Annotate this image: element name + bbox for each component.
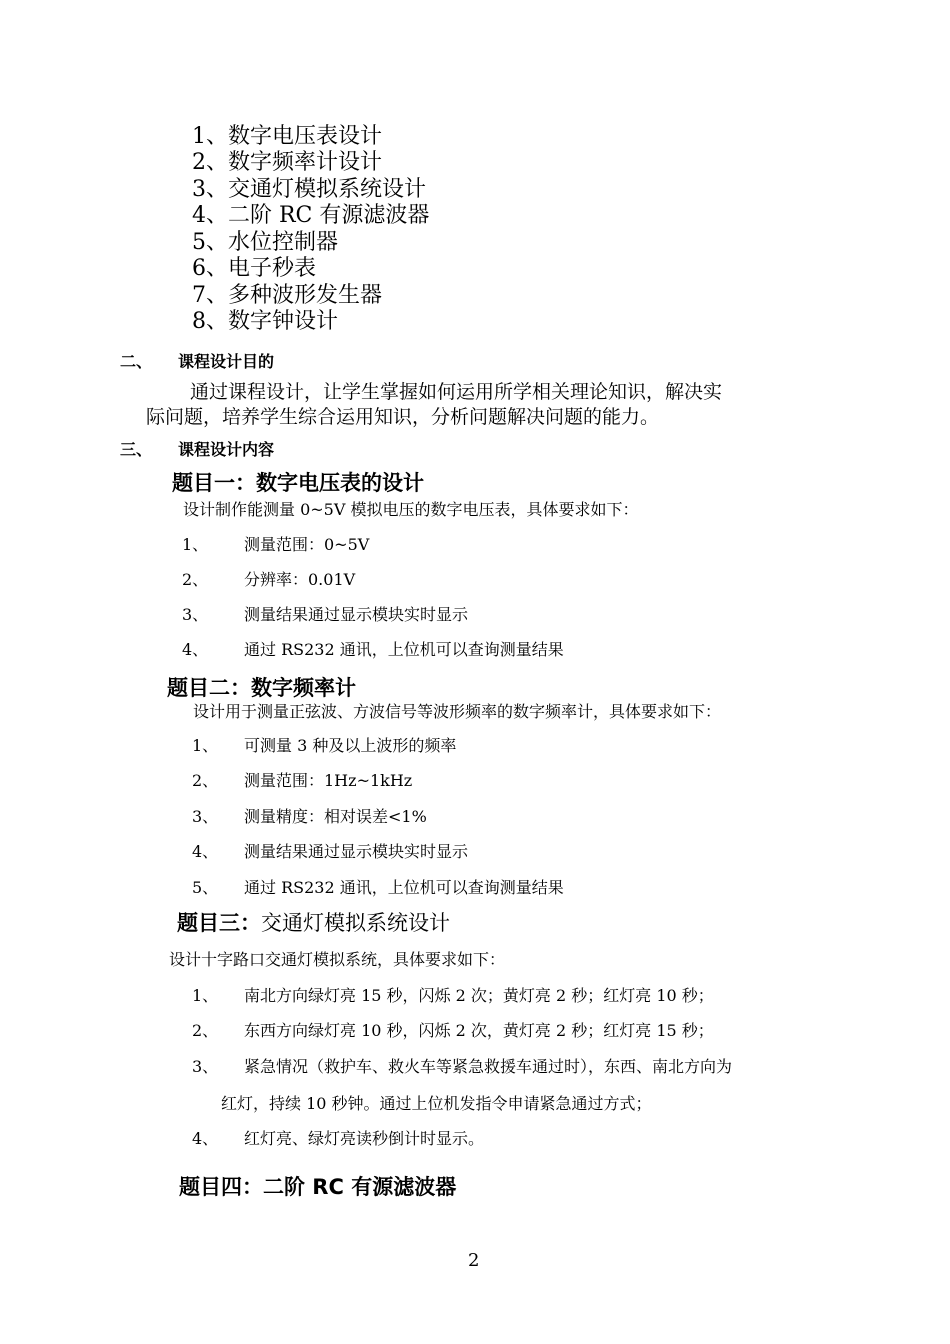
item-number: 1、 xyxy=(192,986,219,1005)
section-number: 三、 xyxy=(120,440,153,459)
item-number: 3、 xyxy=(192,807,219,826)
topic-title: 题目二：数字频率计 xyxy=(167,676,356,700)
item-number: 3、 xyxy=(192,1057,219,1076)
topic-intro: 设计十字路口交通灯模拟系统，具体要求如下： xyxy=(169,950,506,969)
toc-item: 3、交通灯模拟系统设计 xyxy=(192,177,426,202)
requirement-item: 紧急情况（救护车、救火车等紧急救援车通过时），东西、南北方向为 xyxy=(244,1057,733,1076)
item-number: 2、 xyxy=(192,771,219,790)
requirement-item: 测量范围：0~5V xyxy=(244,535,370,554)
requirement-item: 测量结果通过显示模块实时显示 xyxy=(244,842,469,861)
toc-item: 8、数字钟设计 xyxy=(192,309,338,334)
section-paragraph: 通过课程设计，让学生掌握如何运用所学相关理论知识，解决实 xyxy=(190,381,723,403)
item-number: 2、 xyxy=(182,570,209,589)
requirement-item: 南北方向绿灯亮 15 秒，闪烁 2 次；黄灯亮 2 秒；红灯亮 10 秒； xyxy=(244,986,714,1005)
topic-title: 题目一：数字电压表的设计 xyxy=(172,471,424,495)
toc-item: 5、水位控制器 xyxy=(192,230,338,255)
section-paragraph: 际问题，培养学生综合运用知识，分析问题解决问题的能力。 xyxy=(146,406,660,428)
item-number: 1、 xyxy=(192,736,219,755)
requirement-item-continued: 红灯，持续 10 秒钟。通过上位机发指令申请紧急通过方式； xyxy=(221,1094,652,1113)
requirement-item: 分辨率：0.01V xyxy=(244,570,356,589)
page-number: 2 xyxy=(468,1250,480,1271)
topic-intro: 设计制作能测量 0~5V 模拟电压的数字电压表，具体要求如下： xyxy=(183,500,639,519)
section-heading: 课程设计目的 xyxy=(178,352,275,371)
toc-item: 6、电子秒表 xyxy=(192,256,316,281)
topic-intro: 设计用于测量正弦波、方波信号等波形频率的数字频率计，具体要求如下： xyxy=(193,702,722,721)
requirement-item: 可测量 3 种及以上波形的频率 xyxy=(244,736,457,755)
topic-title: 题目四：二阶 RC 有源滤波器 xyxy=(179,1175,457,1199)
toc-item: 4、二阶 RC 有源滤波器 xyxy=(192,203,430,228)
requirement-item: 测量结果通过显示模块实时显示 xyxy=(244,605,469,624)
topic-title xyxy=(177,907,450,937)
section-number: 二、 xyxy=(120,352,153,371)
requirement-item: 测量精度：相对误差<1% xyxy=(244,807,427,826)
section-heading: 课程设计内容 xyxy=(178,440,275,459)
item-number: 2、 xyxy=(192,1021,219,1040)
item-number: 1、 xyxy=(182,535,209,554)
requirement-item: 通过 RS232 通讯，上位机可以查询测量结果 xyxy=(244,878,564,897)
toc-item: 7、多种波形发生器 xyxy=(192,283,382,308)
requirement-item: 东西方向绿灯亮 10 秒，闪烁 2 次，黄灯亮 2 秒；红灯亮 15 秒； xyxy=(244,1021,714,1040)
toc-item: 1、数字电压表设计 xyxy=(192,124,382,149)
requirement-item: 红灯亮、绿灯亮读秒倒计时显示。 xyxy=(244,1129,485,1148)
topic-title-text: 交通灯模拟系统设计 xyxy=(261,911,450,935)
toc-item: 2、数字频率计设计 xyxy=(192,150,382,175)
requirement-item: 测量范围：1Hz~1kHz xyxy=(244,771,413,790)
item-number: 3、 xyxy=(182,605,209,624)
item-number: 4、 xyxy=(192,1129,219,1148)
topic-title-prefix: 题目三： xyxy=(177,911,261,935)
item-number: 5、 xyxy=(192,878,219,897)
item-number: 4、 xyxy=(192,842,219,861)
requirement-item: 通过 RS232 通讯，上位机可以查询测量结果 xyxy=(244,640,564,659)
item-number: 4、 xyxy=(182,640,209,659)
